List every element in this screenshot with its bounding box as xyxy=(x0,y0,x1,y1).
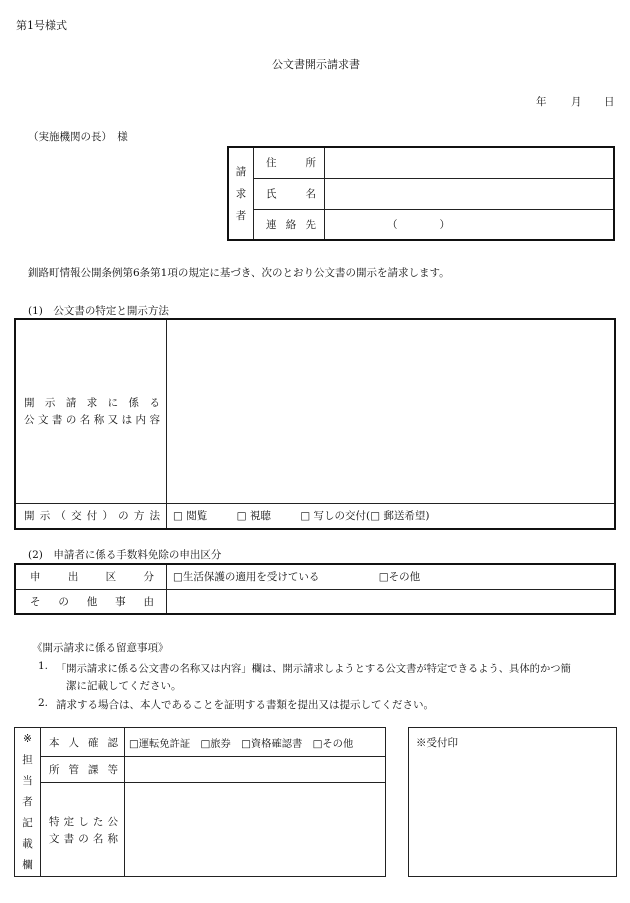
method-label: 開 示 （ 交 付 ） の 方 法 xyxy=(15,503,167,529)
staff-table xyxy=(14,727,386,877)
note1-line2: 潔に記載してください。 xyxy=(66,680,182,692)
note2-number: 2. xyxy=(38,697,49,709)
identity-check-options xyxy=(125,728,386,757)
address-label: 住 所 xyxy=(254,147,325,178)
method-viewing-checkbox[interactable]: □ 閲覧 xyxy=(173,510,208,523)
note2-text: 請求する場合は、本人であることを証明する書類を提出又は提示してください。 xyxy=(56,699,434,711)
section1-heading: (1) 公文書の特定と開示方法 xyxy=(28,305,169,317)
form-title: 公文書開示請求書 xyxy=(272,58,360,71)
section2-heading: (2) 申請者に係る手数料免除の申出区分 xyxy=(28,549,222,561)
other-checkbox[interactable]: □その他 xyxy=(378,571,421,584)
receipt-stamp-label: ※受付印 xyxy=(416,737,458,749)
exemption-category-options xyxy=(167,564,616,589)
document-request-table xyxy=(14,318,616,530)
document-name-label: 開 示 請 求 に 係 る 公 文 書 の 名 称 又 は 内 容 xyxy=(15,319,167,503)
identity-document-options[interactable]: □運転免許証 □旅券 □資格確認書 □その他 xyxy=(129,737,354,750)
department-field[interactable] xyxy=(125,757,386,783)
other-reason-field[interactable] xyxy=(167,589,616,614)
document-name-field[interactable] xyxy=(167,319,616,503)
fee-exemption-table xyxy=(14,563,616,615)
name-field[interactable] xyxy=(325,178,615,209)
intro-text: 釧路町情報公開条例第6条第1項の規定に基づき、次のとおり公文書の開示を請求します。 xyxy=(28,267,450,279)
note1-number: 1. xyxy=(38,660,49,672)
name-label: 氏 名 xyxy=(254,178,325,209)
contact-label: 連 絡 先 xyxy=(254,209,325,240)
date-year: 年 xyxy=(536,96,547,108)
date-month: 月 xyxy=(571,96,582,108)
requester-table xyxy=(227,146,615,241)
department-label: 所 管 課 等 xyxy=(41,757,125,783)
contact-field[interactable]: （ ） xyxy=(325,209,615,240)
identity-check-label: 本 人 確 認 xyxy=(41,728,125,757)
date-day: 日 xyxy=(604,96,615,108)
other-reason-label: そ の 他 事 由 xyxy=(15,589,167,614)
notes-heading: 《開示請求に係る留意事項》 xyxy=(32,642,169,654)
welfare-checkbox[interactable]: □生活保護の適用を受けている xyxy=(173,571,320,584)
address-field[interactable] xyxy=(325,147,615,178)
identified-document-field[interactable] xyxy=(125,783,386,877)
requester-label: 請 求 者 xyxy=(228,147,254,240)
staff-side-label: ※ 担 当 者 記 載 欄 xyxy=(15,728,41,877)
exemption-category-label: 申 出 区 分 xyxy=(15,564,167,589)
identified-document-label: 特 定 し た 公 文 書 の 名 称 xyxy=(41,783,125,877)
method-copy-checkbox[interactable]: □ 写しの交付(□ 郵送希望) xyxy=(300,510,430,523)
addressee: （実施機関の長） 様 xyxy=(28,131,128,143)
method-watching-checkbox[interactable]: □ 視聴 xyxy=(236,510,271,523)
receipt-stamp-box xyxy=(408,727,617,877)
form-number: 第1号様式 xyxy=(16,19,67,32)
method-options xyxy=(167,503,616,529)
note1-line1: 「開示請求に係る公文書の名称又は内容」欄は、開示請求しようとする公文書が特定できるよう、具体的かつ簡 xyxy=(56,663,571,675)
